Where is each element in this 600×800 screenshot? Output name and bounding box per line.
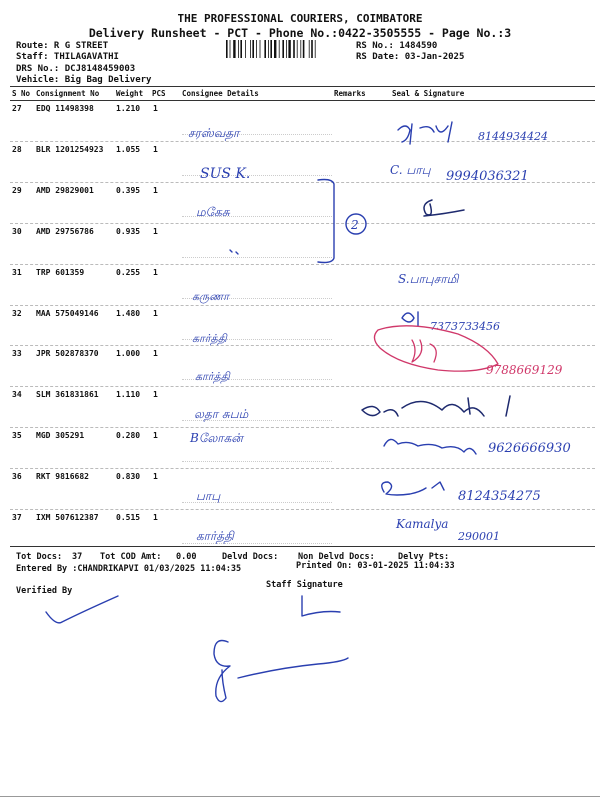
company-title: THE PROFESSIONAL COURIERS, COIMBATORE [177,12,423,25]
r36-signature [382,482,444,495]
supervisor-signature [214,641,348,702]
rs-date: RS Date: 03-Jan-2025 [356,52,465,62]
r33-consignee-handwriting: கார்த்தி [195,370,230,383]
page-bottom-edge [0,796,600,797]
r35-signature [384,439,476,454]
r27-signature [398,122,452,144]
col-remarks: Remarks [334,89,366,98]
row-pcs: 1 [153,185,158,195]
r37-code: 290001 [458,530,500,543]
row-sno: 30 [12,226,22,236]
row-consignment: IXM 507612387 [36,513,99,522]
r27-phone: 8144934424 [478,130,548,143]
r34-signature [362,396,510,416]
row-weight: 1.110 [116,390,141,400]
tot-docs-label: Tot Docs: [16,552,63,562]
count-circle-number: 2 [351,218,359,232]
row-weight: 0.395 [116,185,141,195]
col-seal: Seal & Signature [392,89,465,98]
row-consignment: TRP 601359 [36,267,85,277]
staff-signature-label: Staff Signature [266,580,343,590]
runsheet-subtitle: Delivery Runsheet - PCT - Phone No.:0422-3505555 - Page No.:3 [88,26,512,40]
row-consignment: JPR 502878370 [36,349,99,359]
row-consignment: AMD 29829001 [36,185,94,195]
r32-initials [402,312,418,326]
r36-consignee-handwriting: பாபு [196,489,221,503]
row-pcs: 1 [153,349,158,359]
row-sno: 27 [12,104,22,113]
col-consignment: Consignment No [36,89,100,98]
row-pcs: 1 [153,144,158,154]
row-consignment: MGD 305291 [36,431,85,441]
row-weight: 0.515 [116,513,141,522]
vehicle-label: Vehicle: Big Bag Delivery [16,75,152,85]
drs-number: DRS No.: DCJ8148459003 [16,64,136,74]
rs-number: RS No.: 1484590 [356,41,438,51]
row-pcs: 1 [153,390,158,400]
delvy-pts-label: Delvy Pts: [398,552,450,562]
tot-cod-label: Tot COD Amt: [100,552,162,562]
r37-signature: Kamalya [396,517,449,531]
staff-label: Staff: THILAGAVATHI [16,52,119,62]
row-weight: 0.935 [116,226,141,236]
route-label: Route: R G STREET [16,41,109,51]
r30-dots [230,250,238,254]
verified-by-label: Verified By [16,586,73,596]
verified-by-signature [46,596,118,623]
row-consignment: BLR 1201254923 [36,144,104,154]
r35-phone: 9626666930 [488,441,571,456]
row-pcs: 1 [153,472,158,482]
row-consignment: EDQ 11498398 [36,104,94,113]
r28-phone: 9994036321 [446,169,529,184]
row-sno: 31 [12,267,22,277]
r29-signature [424,200,464,216]
r28-consignee-handwriting: SUS K. [200,166,251,182]
row-weight: 1.210 [116,104,141,113]
row-weight: 0.830 [116,472,141,482]
row-weight: 1.480 [116,308,141,318]
row-pcs: 1 [153,104,158,113]
tot-cod-value: 0.00 [176,552,197,562]
r37-consignee-handwriting: கார்த்தி [196,529,234,543]
row-sno: 37 [12,513,22,522]
row-weight: 1.055 [116,144,141,154]
r29-consignee-handwriting: மகேசு [196,205,230,219]
col-consignee: Consignee Details [182,89,259,98]
row-consignment: MAA 575049146 [36,308,99,318]
r27-consignee-handwriting: சரஸ்வதா [188,126,240,140]
row-pcs: 1 [153,226,158,236]
row-pcs: 1 [153,308,158,318]
row-sno: 28 [12,144,22,154]
r35-consignee-handwriting: Bலோகன் [190,431,243,445]
col-weight: Weight [116,89,144,98]
row-pcs: 1 [153,513,158,522]
row-weight: 0.255 [116,267,141,277]
row-sno: 35 [12,431,22,441]
r31-consignee-handwriting: கருணா [192,290,229,303]
r28-signature: C. பாபு [390,163,431,177]
row-sno: 33 [12,349,22,359]
r32-phone: 7373733456 [430,320,500,333]
footer-rule [10,546,595,547]
row-pcs: 1 [153,431,158,441]
row-sno: 36 [12,472,22,482]
col-sno: S No [12,89,31,98]
row-weight: 0.280 [116,431,141,441]
row-consignment: SLM 361831861 [36,390,99,400]
row-sno: 34 [12,390,22,400]
r33-phone: 9788669129 [486,363,563,377]
r36-phone: 8124354275 [458,489,541,504]
tot-docs-value: 37 [72,552,83,562]
r32-stamp-letters [412,340,436,362]
row-consignment: AMD 29756786 [36,226,94,236]
row-consignment: RKT 9816682 [36,472,89,482]
delvd-docs-label: Delvd Docs: [222,552,279,562]
staff-signature-mark [302,596,340,616]
printed-on: Printed On: 03-01-2025 11:04:33 [296,561,455,571]
row-pcs: 1 [153,267,158,277]
entered-by: Entered By :CHANDRIKAPVI 01/03/2025 11:04:35 [16,564,242,574]
row-weight: 1.000 [116,349,141,359]
row-sno: 32 [12,308,22,318]
r31-signature: S.பாபுசாமி [398,272,459,286]
r32-consignee-handwriting: கார்த்தி [192,332,227,345]
r34-consignee-handwriting: லதா சுபம் [194,407,249,421]
bracket-rows-29-30 [318,180,334,263]
non-delvd-docs-label: Non Delvd Docs: [298,552,375,562]
row-sno: 29 [12,185,22,195]
col-pcs: PCS [152,89,166,98]
